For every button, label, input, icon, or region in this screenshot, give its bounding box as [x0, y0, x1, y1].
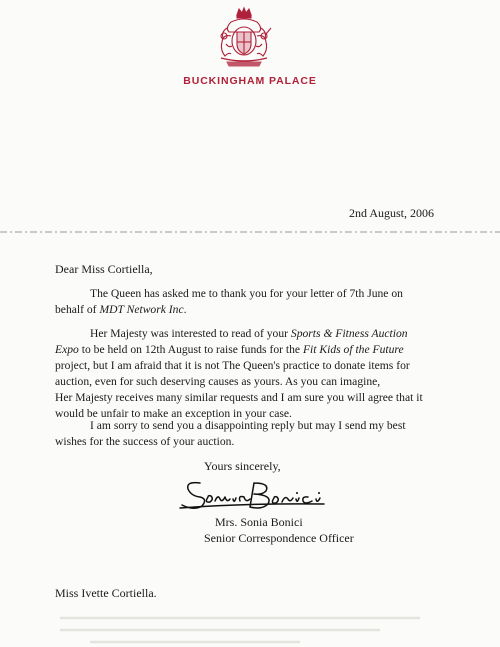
handwritten-signature	[178, 477, 326, 513]
paragraph-line	[55, 418, 455, 434]
closing: Yours sincerely,	[204, 459, 281, 473]
line-text: would be unfair to make an exception in your case.	[55, 407, 292, 420]
paragraph-line	[55, 286, 455, 302]
palace-name: BUCKINGHAM PALACE	[183, 75, 317, 87]
royal-coat-of-arms-icon	[211, 6, 277, 68]
line-text: behalf of	[55, 303, 100, 316]
line-text: Her Majesty was interested to read of your	[90, 327, 291, 340]
organization-name: MDT Network Inc	[99, 303, 184, 316]
paragraph-line	[55, 358, 455, 374]
letter-date: 2nd August, 2006	[349, 206, 435, 220]
paragraph-line	[55, 302, 455, 318]
paragraph-line	[55, 342, 455, 358]
line-text: The Queen has asked me to thank you for your letter of 7th June on	[90, 287, 403, 300]
line-text: to be held on 12th August to raise funds for the	[78, 343, 303, 356]
sender-name: Mrs. Sonia Bonici	[215, 515, 303, 529]
recipient-name: Miss Ivette Cortiella.	[55, 586, 157, 600]
event-name: Expo	[55, 343, 79, 356]
line-text: wishes for the success of your auction.	[55, 435, 235, 448]
line-text: Her Majesty receives many similar requests and I am sure you will agree that it	[55, 391, 423, 404]
paragraph-line	[55, 326, 455, 342]
line-text: I am sorry to send you a disappointing reply but may I send my best	[90, 419, 406, 432]
paragraph-thanks	[55, 286, 455, 318]
paragraph-line	[55, 390, 455, 406]
paper-bleed-through	[0, 612, 500, 647]
line-text: .	[183, 303, 187, 316]
line-text: project, but I am afraid that it is not The Queen's practice to donate items for	[55, 359, 410, 372]
salutation: Dear Miss Cortiella,	[55, 262, 153, 276]
paragraph-regret	[55, 418, 455, 450]
line-text: auction, even for such deserving causes as yours. As you can imagine,	[55, 375, 381, 388]
paragraph-line	[55, 374, 455, 390]
paragraph-reply	[55, 326, 455, 422]
project-name: Fit Kids of the Future	[302, 343, 404, 356]
sender-title: Senior Correspondence Officer	[204, 531, 354, 545]
paragraph-line	[55, 434, 455, 450]
paper-fold-line	[0, 230, 500, 234]
event-name: Sports & Fitness Auction	[290, 327, 408, 340]
